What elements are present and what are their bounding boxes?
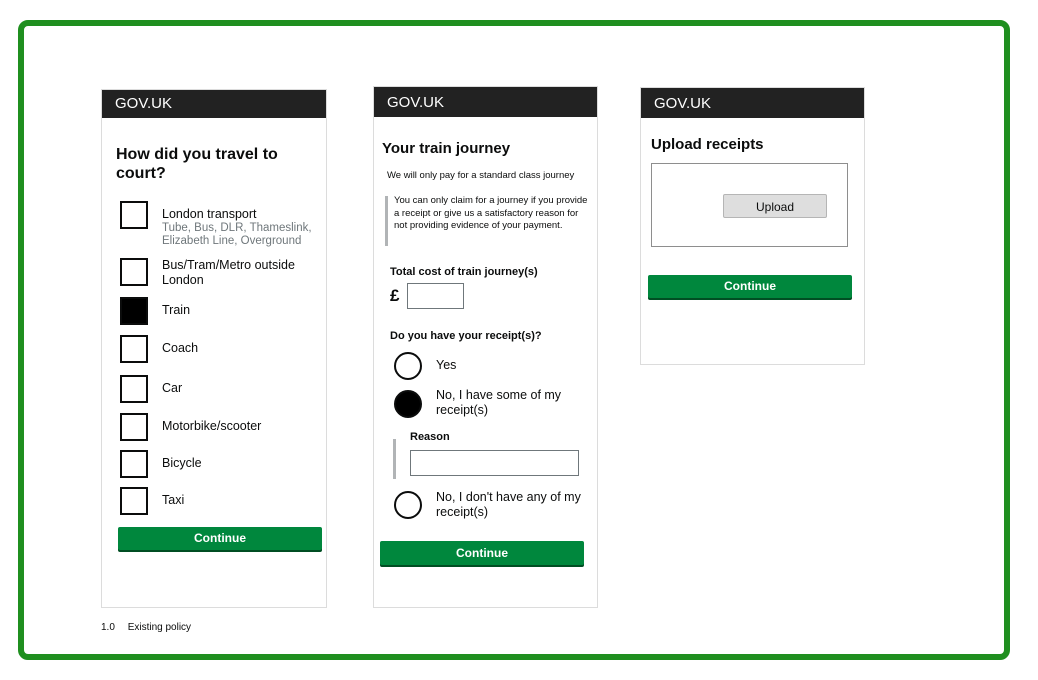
option-label: Bicycle — [162, 456, 202, 470]
page-title: Your train journey — [382, 140, 511, 157]
checkbox-car[interactable] — [120, 375, 148, 403]
conditional-border — [393, 439, 396, 479]
radio-label: No, I don't have any of my receipt(s) — [436, 490, 581, 519]
reason-input[interactable] — [410, 450, 579, 476]
govuk-header: GOV.UK — [374, 87, 597, 117]
option-label: Motorbike/scooter — [162, 419, 262, 433]
option-label: Taxi — [162, 493, 185, 507]
continue-button[interactable]: Continue — [380, 541, 584, 565]
upload-button[interactable]: Upload — [723, 194, 827, 218]
page-title: Upload receipts — [651, 136, 764, 153]
cost-input[interactable] — [407, 283, 464, 309]
checkbox-taxi[interactable] — [120, 487, 148, 515]
inset-border — [385, 196, 388, 246]
continue-button[interactable]: Continue — [648, 275, 852, 298]
checkbox-london-transport[interactable] — [120, 201, 148, 229]
currency-symbol: £ — [390, 286, 400, 305]
intro-text: We will only pay for a standard class journey — [387, 170, 575, 181]
govuk-header: GOV.UK — [641, 88, 864, 118]
checkbox-bus-tram-metro[interactable] — [120, 258, 148, 286]
radio-label: No, I have some of my receipt(s) — [436, 388, 562, 417]
footnote — [101, 622, 201, 633]
checkbox-bicycle[interactable] — [120, 450, 148, 478]
radio-some-receipts[interactable] — [394, 390, 422, 418]
option-label: Car — [162, 381, 183, 395]
checkbox-train[interactable] — [120, 297, 148, 325]
version-number: 1.0 — [101, 622, 115, 633]
policy-label: Existing policy — [127, 622, 192, 633]
checkbox-motorbike[interactable] — [120, 413, 148, 441]
screen-travel-method — [101, 89, 327, 608]
receipt-question: Do you have your receipt(s)? — [390, 330, 542, 342]
continue-button[interactable]: Continue — [118, 527, 322, 550]
screen-upload-receipts — [640, 87, 865, 365]
page-title: How did you travel to court? — [116, 146, 278, 182]
govuk-header: GOV.UK — [102, 90, 326, 118]
screen-train-journey — [373, 86, 598, 608]
option-label-text: London transport — [162, 207, 257, 221]
cost-label: Total cost of train journey(s) — [390, 266, 538, 278]
reason-label: Reason — [410, 431, 450, 443]
inset-text: You can only claim for a journey if you provide a receipt or give us a satisfactory reason for not providing evidence of your payment. — [394, 195, 588, 231]
checkbox-coach[interactable] — [120, 335, 148, 363]
option-label — [162, 207, 322, 247]
option-label: Coach — [162, 341, 199, 355]
option-hint: Tube, Bus, DLR, Thameslink, Elizabeth Line, Overground — [162, 222, 312, 247]
option-label: Bus/Tram/Metro outside London — [162, 258, 295, 287]
radio-yes[interactable] — [394, 352, 422, 380]
radio-no-receipts[interactable] — [394, 491, 422, 519]
option-label: Train — [162, 303, 191, 317]
radio-label: Yes — [436, 358, 457, 372]
